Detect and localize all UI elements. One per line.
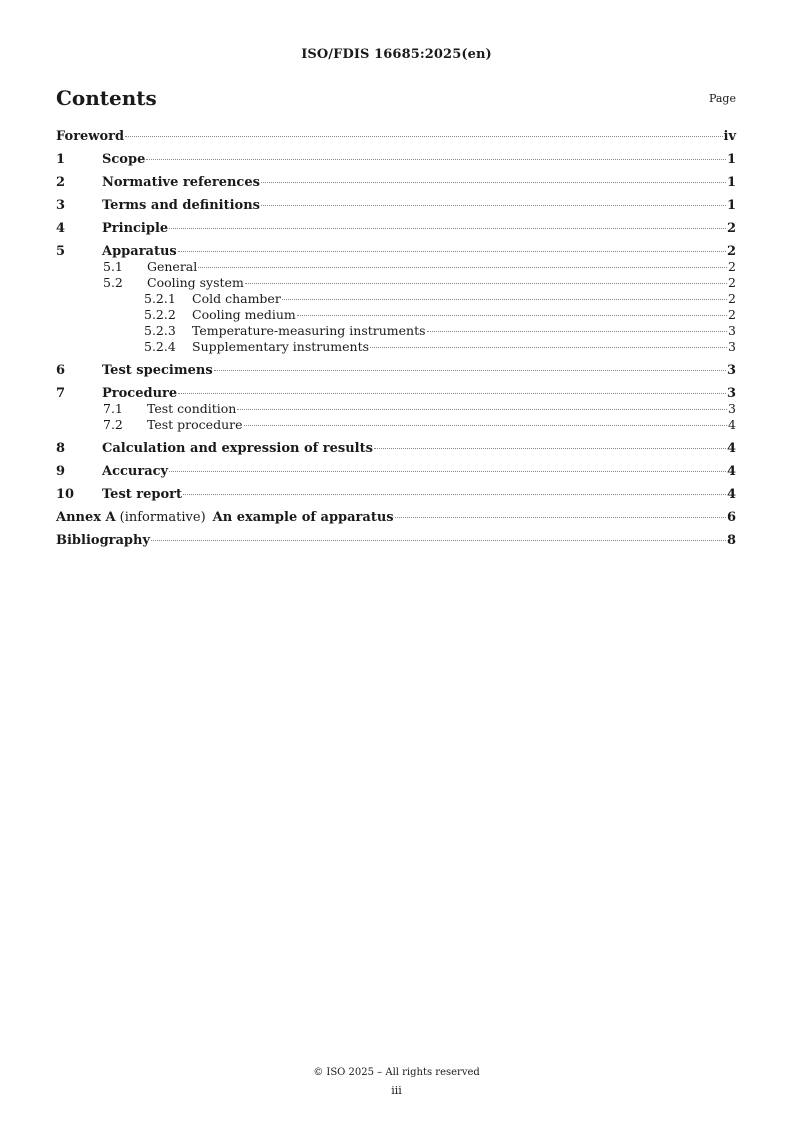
toc-entry-cooling-system[interactable] xyxy=(56,275,736,291)
toc-page: 2 xyxy=(728,307,736,322)
toc-title: Cooling medium xyxy=(192,307,296,322)
toc-page: 3 xyxy=(726,363,736,378)
toc-page: 4 xyxy=(726,441,736,456)
toc-entry-foreword[interactable] xyxy=(56,129,736,144)
toc-page: 2 xyxy=(726,244,736,259)
toc-entry-general[interactable] xyxy=(56,259,736,275)
toc-entry-test-procedure[interactable] xyxy=(56,417,736,433)
toc-title: Principle xyxy=(102,221,169,236)
toc-title: Procedure xyxy=(102,386,178,401)
toc-page: 4 xyxy=(726,464,736,479)
dot-leader xyxy=(395,517,726,518)
toc-entry-apparatus[interactable] xyxy=(56,244,736,259)
dot-leader xyxy=(297,315,727,316)
toc-title: Supplementary instruments xyxy=(192,339,370,354)
toc-title: Bibliography xyxy=(56,533,151,548)
toc-number: 4 xyxy=(56,221,66,236)
dot-leader xyxy=(214,370,726,371)
toc-entry-accuracy[interactable] xyxy=(56,464,736,479)
toc-entry-terms-and-definitions[interactable] xyxy=(56,198,736,213)
annex-type: (informative) xyxy=(119,510,206,525)
toc-number: 5.2.4 xyxy=(144,339,176,354)
toc-entry-normative-references[interactable] xyxy=(56,175,736,190)
toc-number: 6 xyxy=(56,363,66,378)
dot-leader xyxy=(178,251,726,252)
toc-page: 2 xyxy=(728,275,736,290)
toc-page: 1 xyxy=(726,198,736,213)
toc-number: 3 xyxy=(56,198,66,213)
toc-title: Test specimens xyxy=(102,363,213,378)
toc-page: 3 xyxy=(728,401,736,416)
toc-page: 6 xyxy=(726,510,736,525)
toc-entry-cooling-medium[interactable] xyxy=(56,307,736,323)
toc-number: 9 xyxy=(56,464,66,479)
page-number: iii xyxy=(391,1084,402,1097)
dot-leader xyxy=(183,494,726,495)
toc-entry-temperature-measuring-instruments[interactable] xyxy=(56,323,736,339)
toc-title: An example of apparatus xyxy=(212,510,394,525)
toc-page: 2 xyxy=(728,291,736,306)
toc-title: Normative references xyxy=(102,175,260,190)
toc-page: 1 xyxy=(726,175,736,190)
toc-number: 5.2.1 xyxy=(144,291,176,306)
toc-number: 5.2 xyxy=(103,275,123,290)
dot-leader xyxy=(146,159,726,160)
dot-leader xyxy=(261,205,726,206)
toc-title: Temperature-measuring instruments xyxy=(192,323,426,338)
toc-title: Apparatus xyxy=(102,244,177,259)
toc-number: 1 xyxy=(56,152,66,167)
toc-title: Terms and definitions xyxy=(102,198,260,213)
toc-number: 2 xyxy=(56,175,66,190)
toc-page: 3 xyxy=(726,386,736,401)
toc-entry-bibliography[interactable] xyxy=(56,533,736,548)
toc-entry-cold-chamber[interactable] xyxy=(56,291,736,307)
toc-number: 5.2.2 xyxy=(144,307,176,322)
toc-entry-calculation-and-expression[interactable] xyxy=(56,441,736,456)
toc-entry-principle[interactable] xyxy=(56,221,736,236)
toc-title: Test procedure xyxy=(147,417,243,432)
toc-number: 8 xyxy=(56,441,66,456)
toc-entry-annex-a[interactable] xyxy=(56,510,736,525)
toc-page: 4 xyxy=(726,487,736,502)
document-id-header: ISO/FDIS 16685:2025(en) xyxy=(301,47,492,62)
toc-page: 2 xyxy=(728,259,736,274)
dot-leader xyxy=(169,228,726,229)
dot-leader xyxy=(178,393,726,394)
toc-page: 3 xyxy=(728,339,736,354)
toc-entry-test-specimens[interactable] xyxy=(56,363,736,378)
dot-leader xyxy=(245,283,727,284)
dot-leader xyxy=(374,448,726,449)
toc-title: Test condition xyxy=(147,401,237,416)
toc-number: 7.1 xyxy=(103,401,123,416)
toc-page: 4 xyxy=(728,417,736,432)
toc-title: Cold chamber xyxy=(192,291,281,306)
toc-number: 5.1 xyxy=(103,259,123,274)
toc-title: Scope xyxy=(102,152,146,167)
dot-leader xyxy=(244,425,728,426)
toc-title: Cooling system xyxy=(147,275,244,290)
toc-title: Test report xyxy=(102,487,183,502)
contents-title: Contents xyxy=(56,86,157,110)
toc-entry-test-condition[interactable] xyxy=(56,401,736,417)
toc-page: iv xyxy=(723,129,736,144)
toc-page: 1 xyxy=(726,152,736,167)
dot-leader xyxy=(169,471,726,472)
dot-leader xyxy=(125,136,722,137)
toc-entry-test-report[interactable] xyxy=(56,487,736,502)
toc-title: Calculation and expression of results xyxy=(102,441,373,456)
toc-entry-scope[interactable] xyxy=(56,152,736,167)
toc-page: 3 xyxy=(728,323,736,338)
toc-entry-supplementary-instruments[interactable] xyxy=(56,339,736,355)
dot-leader xyxy=(237,409,727,410)
dot-leader xyxy=(370,347,727,348)
dot-leader xyxy=(151,540,726,541)
toc-title: Foreword xyxy=(56,129,125,144)
page-column-label: Page xyxy=(708,92,736,105)
copyright-notice: © ISO 2025 – All rights reserved xyxy=(313,1067,480,1078)
table-of-contents xyxy=(56,129,736,548)
toc-title: Accuracy xyxy=(102,464,169,479)
dot-leader xyxy=(261,182,726,183)
toc-entry-procedure[interactable] xyxy=(56,386,736,401)
toc-number: 5.2.3 xyxy=(144,323,176,338)
toc-page: 8 xyxy=(726,533,736,548)
dot-leader xyxy=(282,299,727,300)
dot-leader xyxy=(427,331,728,332)
toc-page: 2 xyxy=(726,221,736,236)
toc-number: 10 xyxy=(56,487,75,502)
toc-number: 7 xyxy=(56,386,66,401)
toc-number: 5 xyxy=(56,244,66,259)
annex-label: Annex A xyxy=(56,510,116,525)
toc-title: General xyxy=(147,259,198,274)
toc-number: 7.2 xyxy=(103,417,123,432)
dot-leader xyxy=(198,267,727,268)
